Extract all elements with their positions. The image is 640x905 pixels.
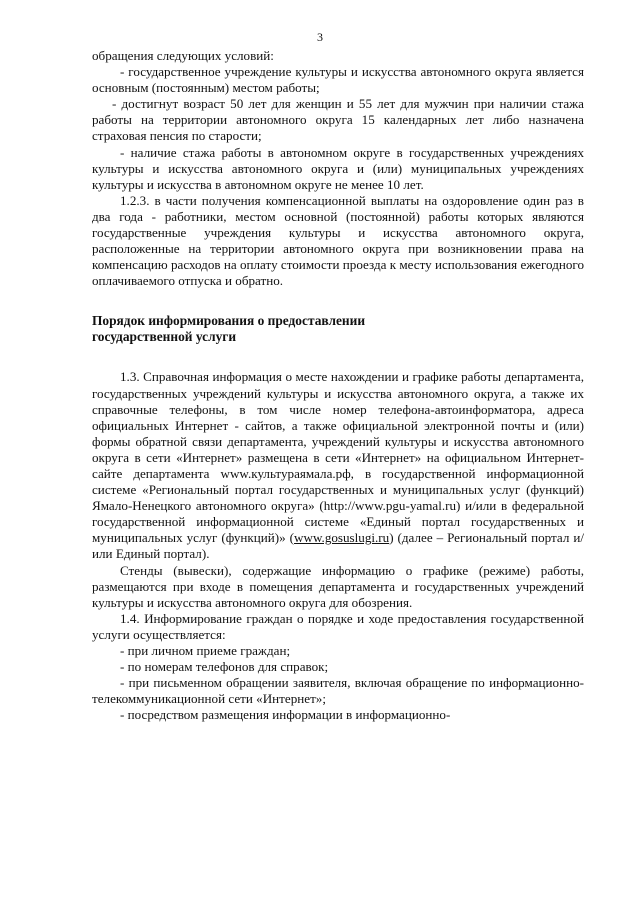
- paragraph-1-2-3: 1.2.3. в части получения компенсационной выплаты на оздоровление один раз в два года - работники, местом основной (постоянной) работы которых являются государственные учреждения культуры и искусства автономного округа, расположенные на территории автономного округа при возникновении права на компенсацию расходов на оплату стоимости проезда к месту использования ежегодного оплачиваемого отпуска и обратно.: [92, 192, 584, 289]
- method-item-3: - при письменном обращении заявителя, включая обращение по информационно-телекоммуникационной сети «Интернет»;: [92, 675, 584, 707]
- conditions-intro: обращения следующих условий:: [92, 48, 274, 63]
- gosuslugi-link[interactable]: www.gosuslugi.ru: [294, 530, 390, 546]
- paragraph-1-3-text: 1.3. Справочная информация о месте нахождении и графике работы департамента, государственных учреждений культуры и искусства автономного округа, а также их справочные телефоны, в том числе номер телефона-автоинформатора, адреса официальных Интернет - сайтов, а также официальной электронной почты и (или) формы обратной связи департамента, учреждений культуры и искусства автономного округа в сети «Интернет» размещена в сети «Интернет» на официальном Интернет-сайте департамента www.культураямала.рф, в государственной информационной системе «Региональный портал государственных и муниципальных услуг (функций) Ямало-Ненецкого автономного округа» (http://www.pgu-yamal.ru) и/или в федеральной государственной информационной системе «Единый портал государственных и муниципальных услуг (функций)» (: [92, 369, 584, 546]
- condition-item-1: - государственное учреждение культуры и искусства автономного округа является основным (постоянным) местом работы;: [92, 64, 584, 96]
- method-item-2: - по номерам телефонов для справок;: [120, 659, 329, 675]
- spacer: [92, 289, 584, 313]
- condition-item-2: - достигнут возраст 50 лет для женщин и 55 лет для мужчин при наличии стажа работы на территории автономного округа 15 календарных лет либо назначена страховая пенсия по старости;: [92, 96, 584, 144]
- paragraph-1-4: 1.4. Информирование граждан о порядке и ходе предоставления государственной услуги осуществляется:: [92, 610, 584, 642]
- method-item-1: - при личном приеме граждан;: [120, 643, 291, 658]
- paragraph-stands: Стенды (вывески), содержащие информацию о графике (режиме) работы, размещаются при входе в помещения департамента и государственных учреждений культуры и искусства автономного округа для обозрения.: [92, 562, 584, 610]
- section-heading-line-1: Порядок информирования о предоставлении: [92, 313, 366, 329]
- paragraph-1-3-tail: ) (далее – Региональный портал и/или Единый портал).: [92, 530, 584, 562]
- paragraph-1-3: [92, 369, 584, 562]
- condition-item-3: - наличие стажа работы в автономном округе в государственных учреждениях культуры и искусства автономного округа и (или) муниципальных учреждениях культуры и искусства в автономном округе не менее 10 лет.: [92, 144, 584, 192]
- document-body: [92, 48, 584, 723]
- page-number: 3: [317, 30, 323, 44]
- method-item-4: - посредством размещения информации в информационно-: [120, 707, 451, 723]
- section-heading-line-2: государственной услуги: [92, 329, 237, 345]
- spacer: [92, 345, 584, 369]
